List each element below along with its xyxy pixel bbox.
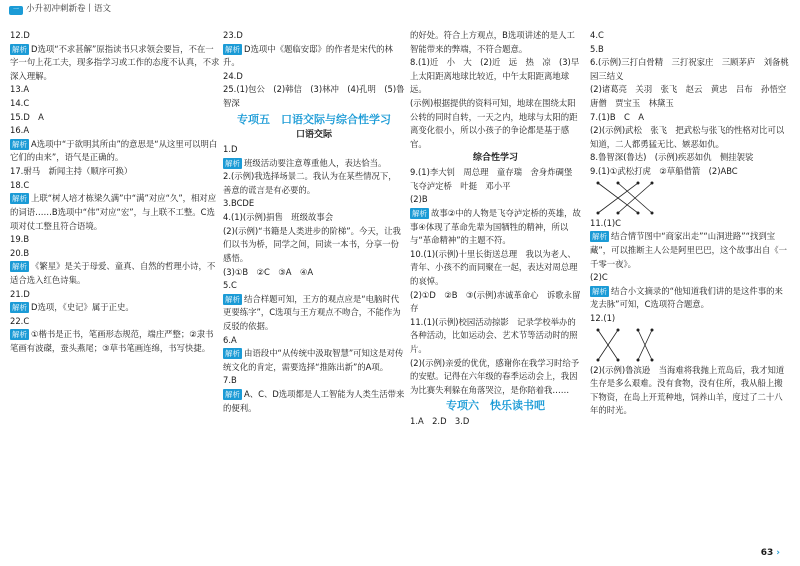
answer-text: 由语段中“从传统中汲取智慧”可知这是对传统文化的肯定，需要选择“推陈出新”的A项。 <box>223 348 404 372</box>
subsection-title: 口语交际 <box>295 130 332 141</box>
answer-text: 故事②中的人物是飞夺泸定桥的英雄，故事④体现了革命先辈为国牺牲的精神，所以与“革命精神”的主题不符。 <box>410 207 581 246</box>
answer-text: 1.D <box>223 144 238 155</box>
answer-line <box>590 165 790 179</box>
analysis-paragraph <box>10 192 220 233</box>
analysis-badge: 解析 <box>12 262 27 272</box>
answer-text: 24.D <box>223 70 243 81</box>
answer-line <box>590 56 790 83</box>
answer-text: 13.A <box>10 84 30 95</box>
analysis-paragraph <box>223 347 405 374</box>
answer-text: 18.C <box>10 179 30 190</box>
analysis-paragraph <box>223 388 405 415</box>
answer-line <box>10 247 220 261</box>
answer-text: 11.(1)(示例)校园活动掠影 记录学校举办的各种活动，比如运动会、艺术节等活动时的照片。 <box>410 316 578 354</box>
answer-text: A、C、D选项都是人工智能为人类生活带来的便利。 <box>223 389 405 413</box>
header-title: 小升初冲刺新卷丨语文 <box>26 4 112 15</box>
answer-text: 9.(1)①武松打虎 ②草船借箭 (2)ABC <box>590 166 738 177</box>
answer-line <box>223 266 405 280</box>
answer-line <box>410 357 581 398</box>
answer-line <box>10 124 220 138</box>
book-logo-icon: 一 <box>9 6 23 15</box>
answer-line <box>410 289 581 316</box>
section-title: 专项五 口语交际与综合性学习 <box>237 112 391 126</box>
analysis-paragraph <box>410 207 581 248</box>
answer-text: (2)(示例)亲爱的优优，感谢你在我学习时给予的安慰。记得在六年级的春季运动会上，我因为比赛失利躲在角落哭泣，是你陪着我…… <box>410 357 580 395</box>
answer-line <box>410 56 581 97</box>
answer-line <box>10 111 220 125</box>
answer-text: 1.A 2.D 3.D <box>410 416 470 427</box>
answer-text: (2)C <box>590 272 608 283</box>
answer-text: 19.B <box>10 234 30 245</box>
answer-line <box>223 374 405 388</box>
answer-text: 7.B <box>223 375 237 386</box>
answer-line <box>590 29 790 43</box>
column-3 <box>410 29 581 429</box>
answer-text: ①楷书是正书，笔画形态规范，端庄严整；②隶书笔画有波磔，蚕头燕尾；③草书笔画连绵，书写快捷。 <box>10 329 214 354</box>
analysis-badge: 解析 <box>592 232 607 242</box>
answer-line <box>410 97 581 151</box>
analysis-paragraph <box>10 328 220 355</box>
analysis-paragraph <box>10 138 220 165</box>
answer-text: 2.(示例)我选择场景二。我认为在某些情况下，善意的谎言是有必要的。 <box>223 171 397 195</box>
answer-line <box>410 193 581 207</box>
answer-text: 7.(1)B C A <box>590 111 644 122</box>
answer-text: 11.(1)C <box>590 217 622 228</box>
analysis-badge: 解析 <box>225 390 240 400</box>
answer-line <box>223 70 405 84</box>
answer-line <box>590 151 790 165</box>
answer-text: 25.(1)包公 (2)韩信 (3)林冲 (4)孔明 (5)鲁智深 <box>223 84 405 109</box>
answer-text: 5.C <box>223 280 237 291</box>
answer-text: D选项，《史记》属于正史。 <box>31 302 134 313</box>
column-4 <box>590 29 795 418</box>
answer-text: 17.驸马 新闻主持（顺序可换） <box>10 166 133 177</box>
section-title: 专项六 快乐读书吧 <box>446 399 545 413</box>
answer-line <box>10 179 220 193</box>
answer-text: 10.(1)(示例)十里长街送总理 我以为老人、青年、小孩不约而同聚在一起，表达对周总理的哀悼。 <box>410 248 578 286</box>
answer-text: 20.B <box>10 247 30 258</box>
analysis-paragraph <box>10 43 220 84</box>
answer-line <box>10 315 220 329</box>
answer-line <box>410 415 581 429</box>
answer-line <box>223 83 405 110</box>
answer-line <box>590 217 790 231</box>
arrow-right-icon: › <box>776 548 780 559</box>
answer-line <box>223 279 405 293</box>
page-header <box>9 3 111 17</box>
answer-text: 12.D <box>10 30 30 40</box>
analysis-badge: 解析 <box>412 208 427 218</box>
answer-line <box>590 111 790 125</box>
answer-line <box>410 166 581 193</box>
answer-text: 8.鲁智深(鲁达) (示例)疾恶如仇 侧挂袈裟 <box>590 152 754 163</box>
answer-line <box>223 197 405 211</box>
answer-text: 15.D A <box>10 111 44 122</box>
analysis-paragraph <box>10 260 220 287</box>
answer-text: (2)B <box>410 194 428 205</box>
answer-line <box>223 170 405 197</box>
answer-text: 21.D <box>10 288 30 299</box>
answer-line <box>10 165 220 179</box>
analysis-badge: 解析 <box>12 330 27 340</box>
analysis-badge: 解析 <box>12 139 27 149</box>
answer-text: 结合情节图中“商家出走”“山洞进路”“找到宝藏”，可以推断主人公是阿里巴巴，这个故事出自《一千零一夜》。 <box>590 231 787 269</box>
answer-text: 上联“树人培才栋梁久满”中“满”对应“久”，相对应的词语……B选项中“伟”对应“宏”，与上联不工整。C选项对仗工整且符合语境。 <box>10 193 217 231</box>
answer-line <box>10 97 220 111</box>
answer-text: (2)①D ②B ③(示例)赤诚革命心 诉歌永留存 <box>410 289 581 314</box>
matching-lines-diagram <box>590 326 660 364</box>
answer-line <box>590 124 790 151</box>
analysis-badge: 解析 <box>225 44 240 54</box>
answer-text: A选项中“于欲明其所由”的意思是“从这里可以明白它们的由来”，语气是正确的。 <box>10 138 218 163</box>
analysis-badge: 解析 <box>225 158 240 168</box>
answer-line <box>10 83 220 97</box>
answer-text: (2)(示例)鲁滨逊 当海难将我抛上荒岛后，我才知道生存是多么艰难。没有食物，没有住所，我从船上搬下物资，在岛上开荒种地，饲养山羊，度过了二十八年的时光。 <box>590 364 785 416</box>
answer-line <box>590 364 790 418</box>
answer-text: (示例)根据提供的资料可知，地球在围绕太阳公转的同时自转，一天之内，地球与太阳的距离变化很小，所以小孩子的争论都是基于感官。 <box>410 98 578 149</box>
column-2 <box>223 29 405 415</box>
answer-line <box>590 271 790 285</box>
answer-text: 9.(1)李大钊 周总理 童存瑞 舍身炸碉堡 飞夺泸定桥 叶挺 邓小平 <box>410 167 581 191</box>
analysis-paragraph <box>590 285 790 312</box>
answer-line <box>10 29 220 43</box>
matching-lines-diagram <box>590 179 660 217</box>
column-1 <box>10 29 220 356</box>
answer-line <box>410 248 581 289</box>
answer-text: 5.B <box>590 43 604 54</box>
analysis-paragraph <box>223 43 405 70</box>
answer-text: 《繁星》是关于母爱、童真、自然的哲理小诗，不适合选入红色诗集。 <box>10 261 216 285</box>
analysis-paragraph <box>223 157 405 171</box>
answer-line <box>223 143 405 157</box>
answer-line <box>223 225 405 266</box>
analysis-badge: 解析 <box>12 303 27 313</box>
answer-line <box>590 43 790 57</box>
answer-text: (2)(示例)武松 张飞 把武松与张飞的性格对比可以知道，二人都勇猛无比、嫉恶如仇。 <box>590 125 785 149</box>
analysis-badge: 解析 <box>225 349 240 359</box>
subsection-title: 综合性学习 <box>472 153 518 164</box>
analysis-badge: 解析 <box>592 286 607 296</box>
answer-line <box>410 29 581 56</box>
answer-text: (2)(示例)“书籍是人类进步的阶梯”。今天，让我们以书为桥，同学之间，同读一本书，分享一份感悟。 <box>223 225 401 263</box>
answer-line <box>223 29 405 43</box>
answer-text: 23.D <box>223 30 243 40</box>
analysis-paragraph <box>223 293 405 334</box>
answer-text: 班级活动要注意尊重他人，表达恰当。 <box>244 157 387 168</box>
answer-text: 3.BCDE <box>223 198 255 209</box>
answer-text: D选项“不求甚解”原指读书只求领会要旨，不在一字一句上花工夫，现多指学习或工作的态度不认真，不求深入理解。 <box>10 43 220 81</box>
answer-text: 4.C <box>590 30 604 40</box>
answer-text: 22.C <box>10 315 30 326</box>
answer-line <box>410 316 581 357</box>
answer-text: 16.A <box>10 125 30 136</box>
answer-text: 结合小文摘录的“他知道我们讲的是这件事的来龙去脉”可知，C选项符合题意。 <box>590 285 783 310</box>
answer-line <box>590 312 790 326</box>
answer-text: 14.C <box>10 98 30 109</box>
answer-text: (3)①B ②C ③A ④A <box>223 266 314 277</box>
answer-text: 6.(示例)三打白骨精 三打祝家庄 三顾茅庐 刘备桃园三结义 <box>590 57 789 81</box>
answer-text: 4.(1)(示例)捐售 班级故事会 <box>223 212 334 223</box>
answer-text: (2)诸葛亮 关羽 张飞 赵云 黄忠 吕布 孙悟空 唐僧 贾宝玉 林黛玉 <box>590 84 795 109</box>
answer-text: D选项中《题临安邸》的作者是宋代的林升。 <box>223 43 393 68</box>
answer-text: 结合样题可知，王方的观点应是“电脑时代更要练字”，C选项与王方观点不吻合，不能作为反驳的依据。 <box>223 293 401 331</box>
answer-text: 12.(1) <box>590 312 616 323</box>
analysis-badge: 解析 <box>12 44 27 54</box>
answer-line <box>590 83 795 110</box>
answer-text: 的好处。符合上方观点，B选项讲述的是人工智能带来的弊端，不符合题意。 <box>410 30 575 54</box>
analysis-paragraph <box>590 230 790 271</box>
analysis-badge: 解析 <box>12 194 27 204</box>
analysis-paragraph <box>10 301 220 315</box>
answer-line <box>223 334 405 348</box>
page-number: 63 › <box>760 548 780 559</box>
answer-line <box>223 211 405 225</box>
answer-text: 8.(1)近 小 大 (2)近 远 热 凉 (3)早上太阳距离地球比较近，中午太阳距离地球远。 <box>410 57 580 95</box>
analysis-badge: 解析 <box>225 294 240 304</box>
answer-text: 6.A <box>223 334 237 345</box>
answer-line <box>10 233 220 247</box>
answer-line <box>10 288 220 302</box>
